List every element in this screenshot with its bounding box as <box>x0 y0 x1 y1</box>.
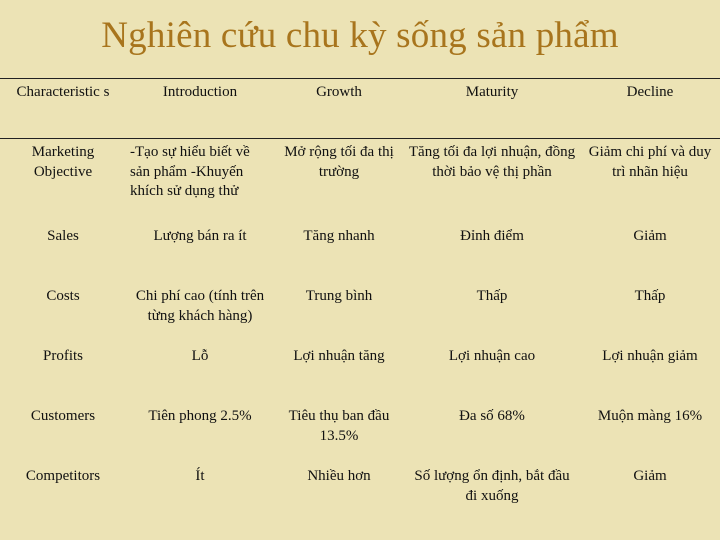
cell-maturity: Đỉnh điểm <box>460 228 524 244</box>
cell-growth: Lợi nhuận tăng <box>293 348 385 364</box>
header-growth: Growth <box>274 79 404 139</box>
table-row <box>0 343 720 403</box>
table-row <box>0 463 720 511</box>
row-label: Sales <box>47 228 79 244</box>
header-row <box>0 79 720 139</box>
cell-decline: Giảm chi phí và duy trì nhãn hiệu <box>588 144 712 180</box>
cell-decline: Giảm <box>633 468 667 484</box>
cell-introduction: Lượng bán ra ít <box>153 228 247 244</box>
cell-maturity: Số lượng ổn định, bắt đầu đi xuống <box>414 468 570 504</box>
row-label: Costs <box>46 288 80 304</box>
cell-introduction: Tiên phong 2.5% <box>148 408 252 424</box>
row-label: Customers <box>30 408 96 424</box>
row-label: Competitors <box>25 468 101 484</box>
life-cycle-table <box>0 78 720 511</box>
cell-maturity: Lợi nhuận cao <box>448 348 536 364</box>
header-characteristics: Characteristic s <box>0 79 126 139</box>
row-label: Profits <box>42 348 83 364</box>
cell-growth: Tiêu thụ ban đầu 13.5% <box>288 408 390 444</box>
row-label: Marketing Objective <box>31 144 95 180</box>
cell-introduction: -Tạo sự hiểu biết về sản phẩm -Khuyến khích sử dụng thử <box>130 144 250 199</box>
cell-introduction: Chi phí cao (tính trên từng khách hàng) <box>135 288 265 324</box>
cell-growth: Trung bình <box>305 288 373 304</box>
header-introduction: Introduction <box>126 79 274 139</box>
cell-maturity: Đa số 68% <box>459 408 525 424</box>
cell-growth: Tăng nhanh <box>303 228 375 244</box>
cell-introduction: Ít <box>195 468 205 484</box>
cell-decline: Lợi nhuận giảm <box>602 348 698 364</box>
header-decline: Decline <box>580 79 720 139</box>
table-row <box>0 403 720 463</box>
slide-title: Nghiên cứu chu kỳ sống sản phẩm <box>101 15 619 56</box>
table-row <box>0 223 720 283</box>
cell-decline: Muộn màng 16% <box>597 408 703 424</box>
cell-decline: Giảm <box>633 228 667 244</box>
cell-introduction: Lỗ <box>191 348 209 364</box>
header-maturity: Maturity <box>404 79 580 139</box>
table-row <box>0 139 720 224</box>
cell-maturity: Thấp <box>476 288 508 304</box>
table-row <box>0 283 720 343</box>
cell-maturity: Tăng tối đa lợi nhuận, đồng thời bảo vệ thị phần <box>408 144 576 180</box>
cell-growth: Nhiều hơn <box>307 468 371 484</box>
cell-growth: Mở rộng tối đa thị trường <box>284 144 394 180</box>
cell-decline: Thấp <box>634 288 666 304</box>
